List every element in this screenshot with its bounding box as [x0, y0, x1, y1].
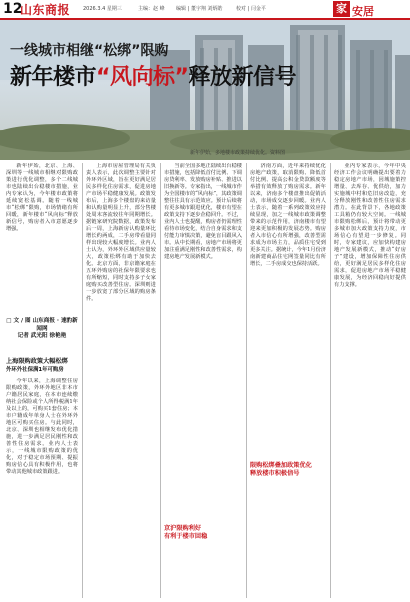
title-prefix: 新年楼市 — [10, 65, 97, 90]
column-divider — [246, 163, 247, 598]
column-1-text: 今年以来，上海调整住房限购政策，外环外地区非本市户籍居民家庭，在本市连续缴纳社会保险或个人所得税满1年及以上的，可购买1套住房；本市户籍成年单身人士在外环外地区可购买住房。与此同时，北京、深圳也相继发布优化措施，进一步满足居民刚性和改善性住房需求。业内人士表示，一线城市限购政策的优化，对于稳定市场预期、提振购房信心具有积极作用，也将带动其他城市政策跟进。 — [6, 378, 78, 475]
article-column-4 — [250, 163, 326, 458]
subhead-jingcheng — [164, 525, 244, 541]
byline-line2: 记者 武光阳 徐艳艳 — [17, 333, 67, 339]
subhead-policy-line1: 上海限购政策大幅松绑 — [6, 358, 68, 365]
column-divider — [330, 163, 331, 598]
subhead-adjust-line1: 限购松绑叠加政策优化 — [250, 462, 312, 469]
column-divider — [160, 163, 161, 598]
column-5-text: 业内专家表示，今年中央经济工作会议明确提出要着力稳定房地产市场，因城施策控增量、去库存、优供给，加力实施城中村和危旧房改造，充分释放刚性和改善性住房需求潜力。在此背景下，各地政策工具箱仍有较大空间。一线城市限购松绑后，预计将带动更多城市加大政策支持力度，市场信心有望进一步修复。同时，专家建议，应加快构建房地产发展新模式，推动“好房子”建设，增加保障性住房供给，更好满足居民多样化住房需求，促进房地产市场平稳健康发展，为经济回稳向好提供有力支撑。 — [334, 163, 406, 288]
newspaper-name: 山东商报 — [20, 3, 71, 17]
subhead-jingcheng-line2: 有利于楼市回稳 — [164, 533, 208, 540]
column-2-text: 上海市房屋管理局有关负责人表示，此次调整主要针对外环外区域，旨在更好满足居民多样化住房需求，促进房地产市场平稳健康发展。政策发布后，上海多个楼盘的来访量和认购量明显上升，部分售楼处周末客流较往年同期增长。据链家研究院数据，政策发布后一周，上海新房认购量环比增长约两成，二手房带看量同样出现较大幅度增长。业内人士认为，外环外区域供应量较大，政策松绑有助于加快去化。北京方面，非京籍家庭在五环外购房的社保年限要求也有所缩短，同时支持多子女家庭购买改善型住房。深圳则进一步放宽了部分区域的购房条件。 — [86, 163, 156, 302]
headline-kicker: 一线城市相继“松绑”限购 — [10, 43, 169, 59]
subhead-policy — [6, 358, 86, 374]
byline-line1: □ 文 / 图 山东商报 · 速豹新闻网 — [6, 318, 78, 332]
subhead-policy-line2: 外环外社保满1年可购房 — [6, 367, 64, 373]
subhead-adjust-line2: 释放楼市积极信号 — [250, 470, 300, 477]
title-highlight: “风向标” — [96, 65, 189, 90]
title-suffix: 释放新信号 — [188, 65, 296, 90]
article-column-3 — [164, 163, 242, 523]
byline — [6, 318, 78, 341]
section-name: 安居 — [352, 5, 374, 18]
issue-date: 2026.3.4 星期三 — [83, 6, 122, 12]
column-divider — [82, 163, 83, 598]
article-column-2 — [86, 163, 156, 598]
column-4-text: 济南方面，近年来持续优化房地产政策，取消限购、降低首付比例、提高公积金贷款额度等举措有效释放了购房需求。新年以来，济南多个楼盘推出促销活动，市场成交逐步回暖。业内人士表示，随着一系列政策效应持续显现，加之一线城市政策调整带来的示范作用，济南楼市有望迎来更加积极的发展态势。购房者入市信心有所增强，改善型需求成为市场主力，品质住宅受到更多关注。据统计，今年1月份济南新建商品住宅网签量同比有所增长，二手房成交也保持活跃。 — [250, 163, 326, 267]
lead-paragraph — [6, 163, 78, 313]
column-3-text: 当前全国多地正陆续出台稳楼市措施，包括降低首付比例、下调房贷利率、发放购房补贴、推进以旧换新等。专家指出，一线城市作为全国楼市的“风向标”，其政策调整往往具有示范效应。预计后续将有更多城市跟进优化，楼市有望在政策支持下逐步企稳回升。不过，业内人士也提醒，购房者仍需理性看待市场变化，结合自身需求和支付能力审慎决策，避免盲目跟风入市。从中长期看，房地产市场将更加注重满足刚性和改善性需求，构建房地产发展新模式。 — [164, 163, 242, 260]
lead-text: 新年伊始，北京、上海、深圳等一线城市相继对限购政策进行优化调整，多个二线城市也陆续出台稳楼市措施，业内专家认为，今年楼市政策将延续宽松基调。随着一线城市“松绑”限购，市场情绪有所回暖，新年楼市“风向标”释放新信号，购房者入市意愿逐步增强。 — [6, 163, 78, 232]
photo-caption: 新年伊始，多地楼市政策持续优化。资料图 — [190, 150, 286, 156]
page-editors: 编辑 | 董宇翔 刘炳皓 — [176, 6, 223, 12]
proofreader: 校对 | 闫金平 — [236, 6, 266, 12]
section-badge: 家 — [333, 1, 350, 17]
article-column-5 — [334, 163, 406, 598]
headline-title — [10, 60, 296, 91]
subhead-jingcheng-line1: 京沪限购利好 — [164, 525, 202, 532]
chief-editor: 主编：赵 峰 — [138, 6, 165, 12]
article-column-1 — [6, 378, 78, 598]
page-number: 12 — [3, 1, 23, 17]
page-header — [0, 0, 410, 18]
subhead-adjust — [250, 462, 330, 478]
